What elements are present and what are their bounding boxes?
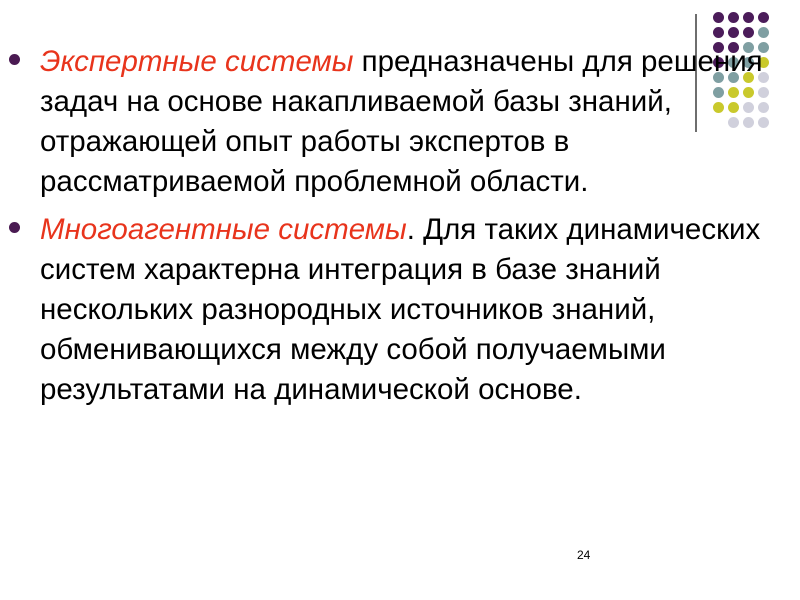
decorative-dot (758, 27, 769, 38)
decorative-dot (713, 12, 724, 23)
bullet-icon (9, 222, 20, 233)
bullet-paragraph-expert-systems (40, 42, 765, 202)
slide-content (40, 42, 765, 418)
decorative-dot (728, 12, 739, 23)
decorative-dot (728, 27, 739, 38)
bullet-icon (9, 54, 20, 65)
decorative-dot (713, 27, 724, 38)
term-expert-systems: Экспертные системы (40, 45, 354, 78)
bullet-paragraph-multiagent-systems (40, 210, 765, 410)
decorative-dot (743, 12, 754, 23)
paragraph-text-multiagent-systems: . Для таких динамических систем характерна интеграция в базе знаний нескольких разнородных источников знаний, обменивающихся между собой получаемыми результатами на динамической основе. (40, 213, 761, 406)
decorative-dot (758, 12, 769, 23)
decorative-dot (743, 27, 754, 38)
term-multiagent-systems: Многоагентные системы (40, 213, 407, 246)
paragraph-text-expert-systems: предназначены для решения задач на основе накапливаемой базы знаний, отражающей опыт работы экспертов в рассматриваемой проблемной области. (40, 45, 763, 198)
page-number: 24 (577, 548, 591, 562)
